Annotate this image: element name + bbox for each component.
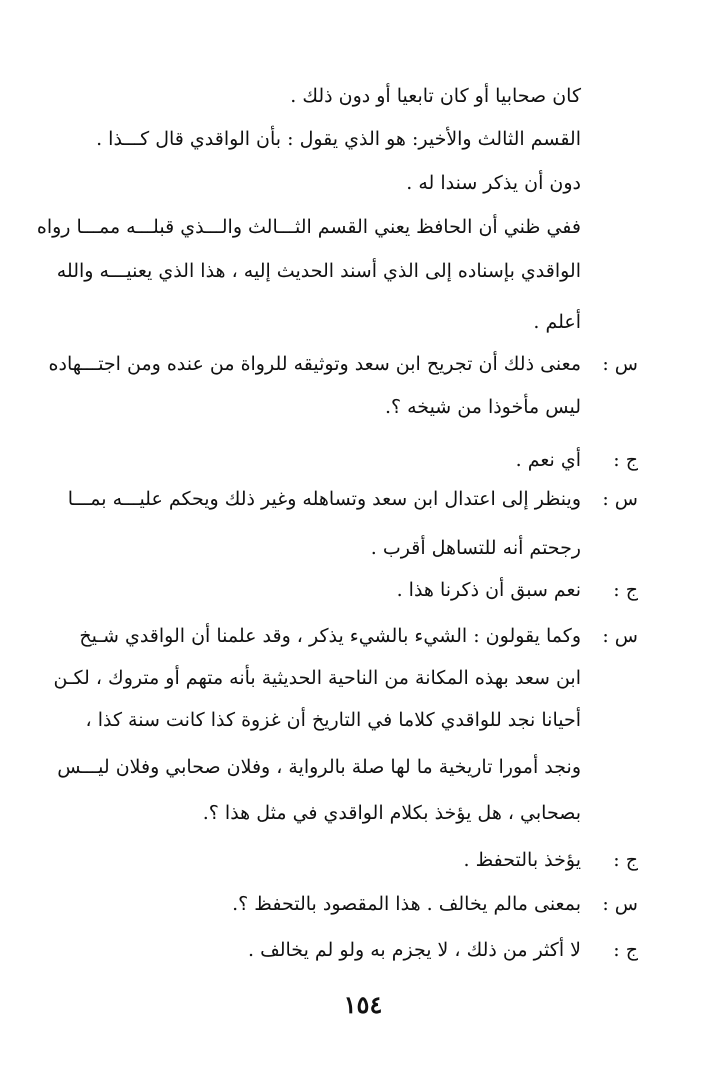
text-line-2: القسم الثالث والأخير: هو الذي يقول : بأن الواقدي قال كـــذا . <box>96 128 581 150</box>
text-line-12: نعم سبق أن ذكرنا هذا . <box>396 579 581 601</box>
text-line-13: وكما يقولون : الشيء بالشيء يذكر ، وقد علمنا أن الواقدي شـيخ <box>79 625 581 647</box>
text-line-17: بصحابي ، هل يؤخذ بكلام الواقدي في مثل هذا ؟. <box>202 802 581 824</box>
answer-marker: ج : <box>613 849 638 871</box>
question-marker: س : <box>602 893 638 915</box>
text-line-19: بمعنى مالم يخالف . هذا المقصود بالتحفظ ؟. <box>232 893 581 915</box>
page-number: ١٥٤ <box>343 990 383 1019</box>
text-line-6: أعلم . <box>533 311 581 333</box>
text-line-14: ابن سعد بهذه المكانة من الناحية الحديثية بأنه متهم أو متروك ، لكـن <box>53 667 581 689</box>
text-line-5: الواقدي بإسناده إلى الذي أسند الحديث إليه ، هذا الذي يعنيـــه والله <box>56 260 581 282</box>
text-line-11: رجحتم أنه للتساهل أقرب . <box>370 537 581 559</box>
question-marker: س : <box>602 625 638 647</box>
text-line-9: أي نعم . <box>515 449 581 471</box>
text-line-10: وينظر إلى اعتدال ابن سعد وتساهله وغير ذلك ويحكم عليـــه بمـــا <box>67 488 581 510</box>
text-line-7: معنى ذلك أن تجريح ابن سعد وتوثيقه للرواة من عنده ومن اجتـــهاده <box>48 353 581 375</box>
text-line-15: أحيانا نجد للواقدي كلاما في التاريخ أن غزوة كذا كانت سنة كذا ، <box>85 709 581 731</box>
answer-marker: ج : <box>613 579 638 601</box>
text-line-8: ليس مأخوذا من شيخه ؟. <box>384 396 581 418</box>
answer-marker: ج : <box>613 939 638 961</box>
text-line-3: دون أن يذكر سندا له . <box>406 172 581 194</box>
text-line-18: يؤخذ بالتحفظ . <box>463 849 581 871</box>
text-line-20: لا أكثر من ذلك ، لا يجزم به ولو لم يخالف . <box>247 939 581 961</box>
text-line-1: كان صحابيا أو كان تابعيا أو دون ذلك . <box>290 85 581 107</box>
text-line-4: ففي ظني أن الحافظ يعني القسم الثـــالث والـــذي قبلـــه ممـــا رواه <box>36 216 581 238</box>
question-marker: س : <box>602 353 638 375</box>
text-line-16: ونجد أمورا تاريخية ما لها صلة بالرواية ، وفلان صحابي وفلان ليـــس <box>57 756 581 778</box>
question-marker: س : <box>602 488 638 510</box>
answer-marker: ج : <box>613 449 638 471</box>
